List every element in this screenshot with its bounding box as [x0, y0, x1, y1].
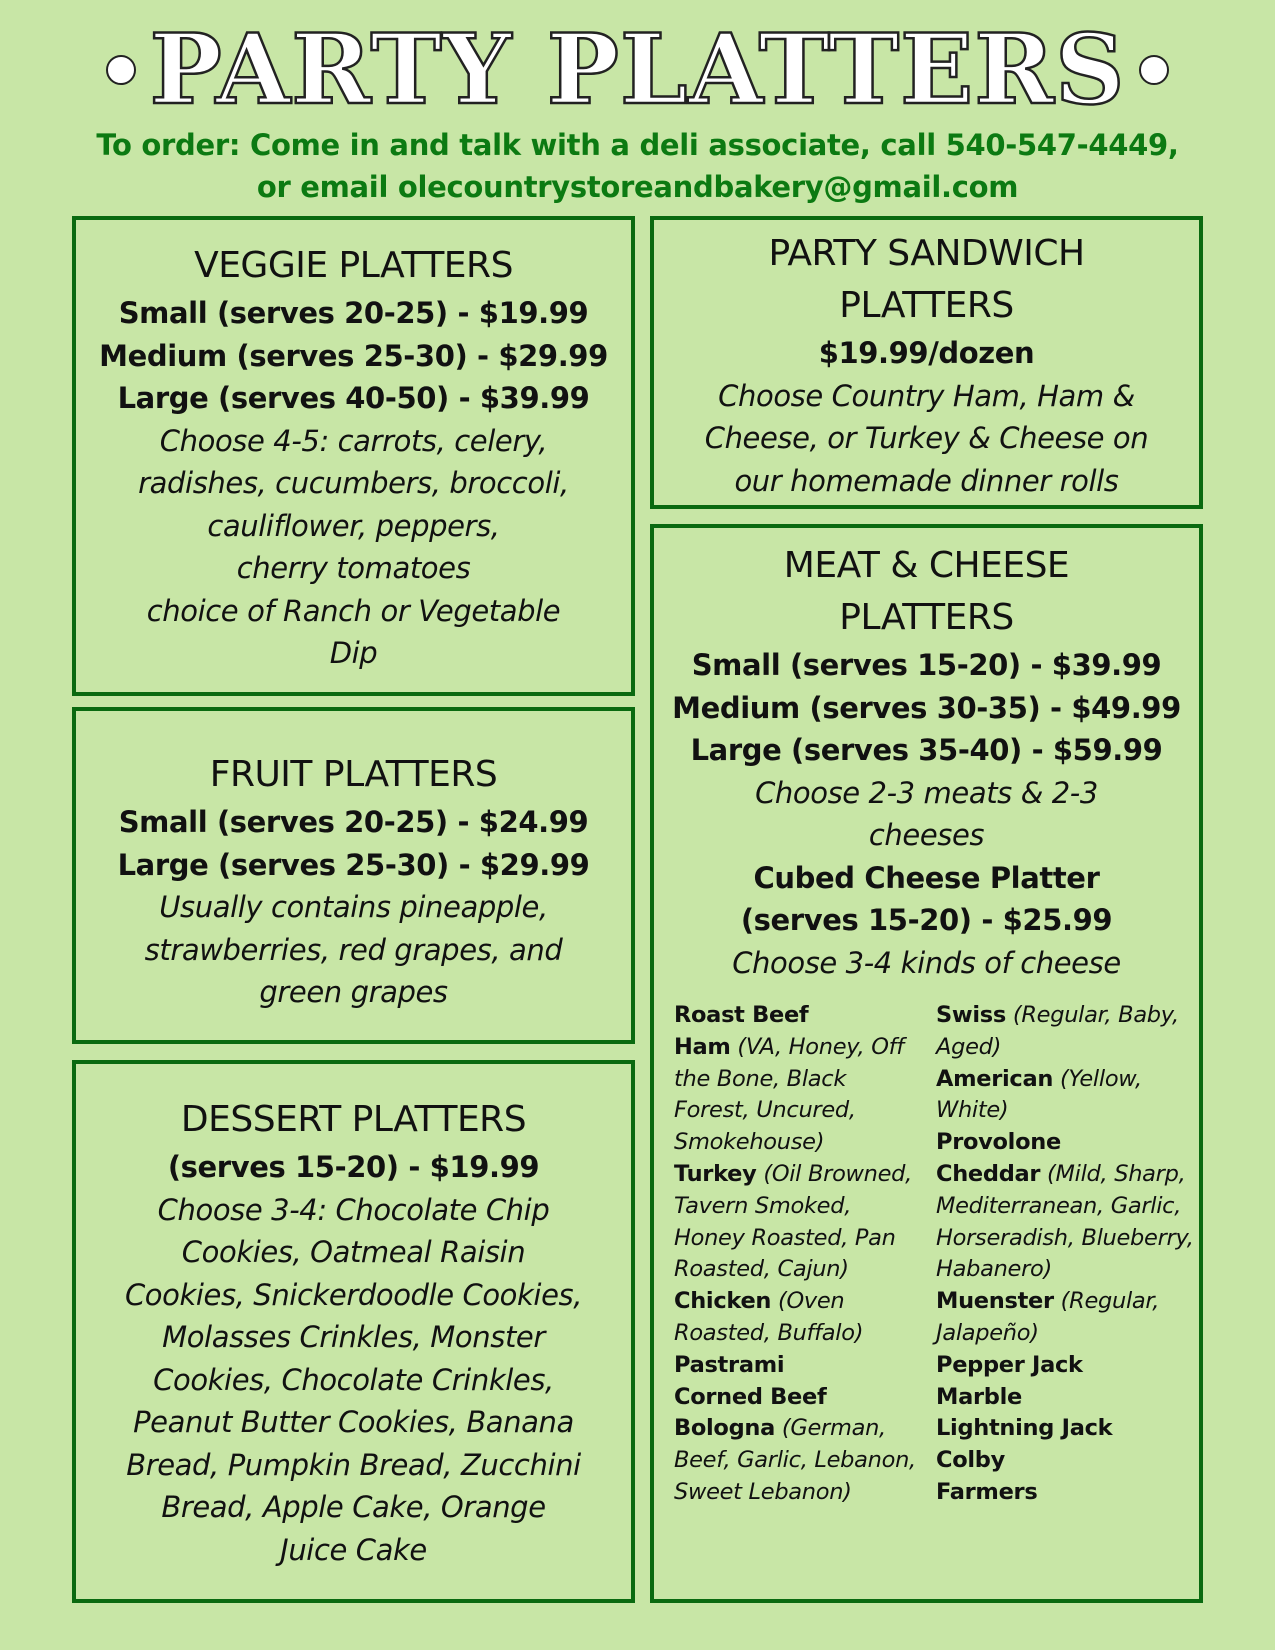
description-line: radishes, cucumbers, broccoli, [138, 466, 569, 500]
item-name: Swiss [936, 1002, 1006, 1028]
list-item [674, 1032, 924, 1159]
description-line: strawberries, red grapes, and [144, 932, 563, 967]
meat-cheese-lists [674, 1000, 1199, 1509]
price-line: (serves 15-20) - $19.99 [167, 1150, 540, 1184]
item-name: Corned Beef [674, 1383, 827, 1410]
cubed-cheese-line: (serves 15-20) - $25.99 [740, 903, 1113, 937]
item-name: Provolone [936, 1129, 1061, 1156]
item-name: Colby [936, 1447, 1005, 1474]
price-line: Large (serves 35-40) - $59.99 [690, 733, 1163, 767]
list-item [936, 1445, 1194, 1477]
description-line: Cookies, Oatmeal Raisin [181, 1235, 526, 1269]
meat-options-list [674, 1000, 924, 1509]
price-line: Large (serves 40-50) - $39.99 [117, 381, 590, 415]
item-name: Chicken [674, 1288, 772, 1315]
list-item [674, 1413, 924, 1508]
list-item [936, 1000, 1194, 1064]
list-item [674, 1000, 924, 1032]
section-title: PLATTERS [839, 597, 1014, 638]
description-line: green grapes [259, 975, 448, 1009]
description-line: our homemade dinner rolls [734, 463, 1119, 498]
description-line: Peanut Butter Cookies, Banana [133, 1405, 574, 1439]
item-detail: (Regular, Jalapeño) [936, 1288, 1160, 1346]
list-item [936, 1477, 1194, 1509]
section-title: PARTY SANDWICH [768, 233, 1085, 274]
item-name: Farmers [936, 1478, 1038, 1505]
item-name: Lightning Jack [936, 1415, 1113, 1442]
item-name: Turkey [674, 1160, 757, 1187]
section-title: MEAT & CHEESE [783, 545, 1070, 586]
list-item [936, 1127, 1194, 1159]
list-item [936, 1159, 1194, 1286]
list-item [674, 1159, 924, 1286]
price-line: Small (serves 20-25) - $24.99 [118, 805, 589, 839]
cubed-cheese-line: Cubed Cheese Platter [753, 860, 1100, 895]
description-line: Choose 2-3 meats & 2-3 [755, 775, 1098, 810]
item-name: Bologna [674, 1415, 775, 1442]
list-item [674, 1382, 924, 1414]
bullet-dot-icon [1139, 55, 1169, 85]
section-title: FRUIT PLATTERS [209, 754, 498, 795]
item-detail: (Oven Roasted, Buffalo) [674, 1288, 864, 1346]
description-line: cauliflower, peppers, [207, 508, 500, 543]
description-line: Cookies, Chocolate Crinkles, [153, 1362, 554, 1397]
fruit-platters-section [72, 707, 635, 1044]
item-detail: (German, Beef, Garlic, Lebanon, Sweet Lebanon) [674, 1415, 916, 1505]
price-line: Medium (serves 30-35) - $49.99 [672, 690, 1181, 725]
bullet-dot-icon [106, 55, 136, 85]
item-detail: (Oil Browned, Tavern Smoked, Honey Roasted, Pan Roasted, Cajun) [674, 1160, 912, 1283]
title-text: PARTY PLATTERS [149, 13, 1126, 126]
description-line: Usually contains pineapple, [159, 890, 548, 924]
sandwich-platters-section [650, 216, 1203, 509]
description-line: Choose 3-4: Chocolate Chip [157, 1192, 550, 1227]
section-title: VEGGIE PLATTERS [194, 245, 513, 286]
description-line: Cookies, Snickerdoodle Cookies, [124, 1277, 583, 1312]
section-title: DESSERT PLATTERS [180, 1099, 527, 1140]
list-item [674, 1350, 924, 1382]
order-info [0, 124, 1275, 208]
description-line: Choose 4-5: carrots, celery, [159, 423, 548, 458]
description-line: Molasses Crinkles, Monster [162, 1320, 545, 1354]
item-name: Pepper Jack [936, 1351, 1083, 1378]
price-line: Small (serves 20-25) - $19.99 [118, 296, 589, 330]
item-name: Marble [936, 1383, 1022, 1410]
description-line: Bread, Pumpkin Bread, Zucchini [126, 1447, 581, 1482]
price-line: Small (serves 15-20) - $39.99 [691, 648, 1162, 682]
meat-cheese-platters-section [650, 524, 1203, 1603]
description-line: Choose Country Ham, Ham & [718, 378, 1135, 413]
description-line: Dip [329, 636, 378, 670]
item-detail: (Mild, Sharp, Mediterranean, Garlic, Horseradish, Blueberry, Habanero) [936, 1160, 1194, 1283]
description-line: choice of Ranch or Vegetable [146, 593, 561, 628]
description-line: cherry tomatoes [236, 551, 471, 585]
page-title [0, 13, 1275, 126]
list-item [936, 1064, 1194, 1128]
veggie-platters-section [72, 216, 635, 696]
item-name: Ham [674, 1033, 731, 1060]
cheese-options-list [936, 1000, 1194, 1509]
description-line: Cheese, or Turkey & Cheese on [704, 421, 1149, 455]
list-item [936, 1350, 1194, 1382]
item-detail: (VA, Honey, Off the Bone, Black Forest, Uncured, Smokehouse) [674, 1033, 904, 1156]
item-detail: (Yellow, White) [936, 1065, 1142, 1124]
list-item [936, 1413, 1194, 1445]
item-name: American [936, 1065, 1054, 1092]
description-line: Bread, Apple Cake, Orange [161, 1490, 546, 1524]
price-line: Medium (serves 25-30) - $29.99 [99, 338, 608, 373]
order-line: To order: Come in and talk with a deli associate, call 540-547-4449, [96, 128, 1179, 162]
description-line: Juice Cake [280, 1532, 427, 1567]
description-line: cheeses [868, 818, 985, 852]
list-item [936, 1286, 1194, 1350]
item-detail: (Regular, Baby, Aged) [936, 1002, 1179, 1060]
item-name: Roast Beef [674, 1002, 809, 1028]
section-title: PLATTERS [839, 285, 1014, 326]
price-line: Large (serves 25-30) - $29.99 [117, 847, 590, 882]
dessert-platters-section [72, 1060, 635, 1603]
item-name: Cheddar [936, 1160, 1041, 1187]
item-name: Pastrami [674, 1351, 785, 1378]
list-item [936, 1382, 1194, 1414]
order-email-line: or email olecountrystoreandbakery@gmail.com [256, 170, 1019, 204]
price-line: $19.99/dozen [818, 336, 1035, 370]
cubed-cheese-description: Choose 3-4 kinds of cheese [732, 945, 1121, 980]
item-name: Muenster [936, 1288, 1054, 1315]
list-item [674, 1286, 924, 1350]
